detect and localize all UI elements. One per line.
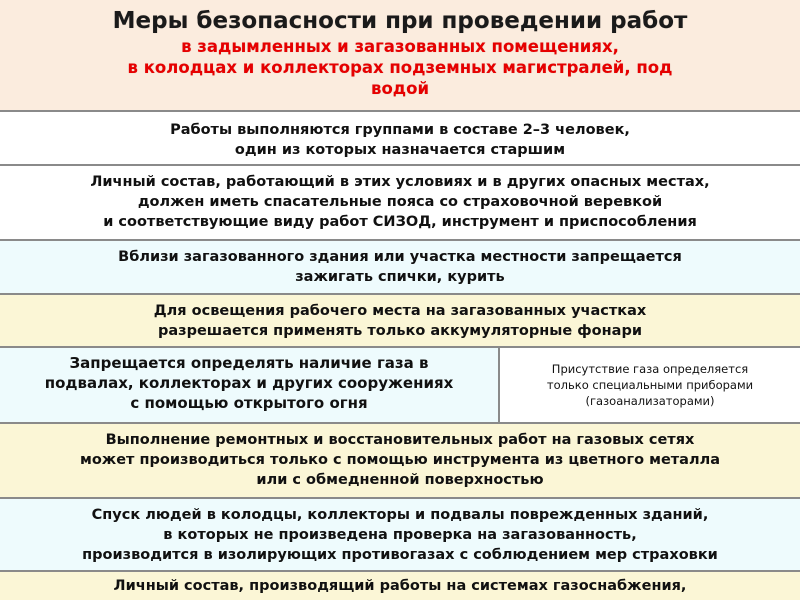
table-row-split — [0, 348, 800, 424]
table-row — [0, 166, 800, 241]
row-text-line: может производиться только с помощью инструмента из цветного металла — [79, 452, 720, 468]
row-text-line: и соответствующие виду работ СИЗОД, инструмент и приспособления — [103, 214, 697, 230]
row-text-line: зажигать спички, курить — [295, 269, 505, 285]
table-row — [0, 295, 800, 348]
page-subtitle-line-1: в задымленных и загазованных помещениях, — [181, 37, 619, 56]
row-text-line: Присутствие газа определяется — [551, 362, 749, 376]
table-row — [0, 112, 800, 166]
row-text-line: Работы выполняются группами в составе 2–3 человек, — [170, 122, 630, 138]
row-text-line: Личный состав, производящий работы на системах газоснабжения, — [113, 578, 687, 594]
table-header — [0, 0, 800, 112]
row-text-line: должен иметь спасательные пояса со страховочной веревкой — [137, 194, 663, 210]
row-text-line: в которых не произведена проверка на загазованность, — [163, 527, 637, 543]
row-text-line: Личный состав, работающий в этих условиях и в других опасных местах, — [90, 174, 710, 190]
row-text-line: только специальными приборами — [546, 378, 754, 392]
table-row — [0, 241, 800, 295]
row-text-line: (газоанализаторами) — [585, 394, 715, 408]
row-text-line: производится в изолирующих противогазах с соблюдением мер страховки — [82, 547, 718, 563]
row-text-line: Выполнение ремонтных и восстановительных работ на газовых сетях — [105, 432, 695, 448]
row-text-line: Спуск людей в колодцы, коллекторы и подвалы поврежденных зданий, — [91, 507, 709, 523]
row-text-line: Вблизи загазованного здания или участка местности запрещается — [118, 249, 682, 265]
row-text-line: один из которых назначается старшим — [234, 142, 566, 158]
split-cell-right — [500, 348, 800, 422]
row-text-line: Запрещается определять наличие газа в — [69, 354, 429, 372]
table-row — [0, 424, 800, 499]
table-row — [0, 499, 800, 572]
page-subtitle-line-2: в колодцах и коллекторах подземных магистралей, под — [127, 58, 673, 77]
page-title: Меры безопасности при проведении работ — [112, 8, 688, 34]
row-text-line: разрешается применять только аккумуляторные фонари — [158, 323, 642, 339]
page-subtitle-line-3: водой — [371, 79, 429, 98]
row-text-line: с помощью открытого огня — [130, 394, 368, 412]
table-row — [0, 572, 800, 600]
row-text-line: или с обмедненной поверхностью — [256, 472, 544, 488]
row-text-line: Для освещения рабочего места на загазованных участках — [153, 303, 647, 319]
row-text-line: подвалах, коллекторах и других сооружениях — [44, 374, 454, 392]
split-cell-left — [0, 348, 500, 422]
